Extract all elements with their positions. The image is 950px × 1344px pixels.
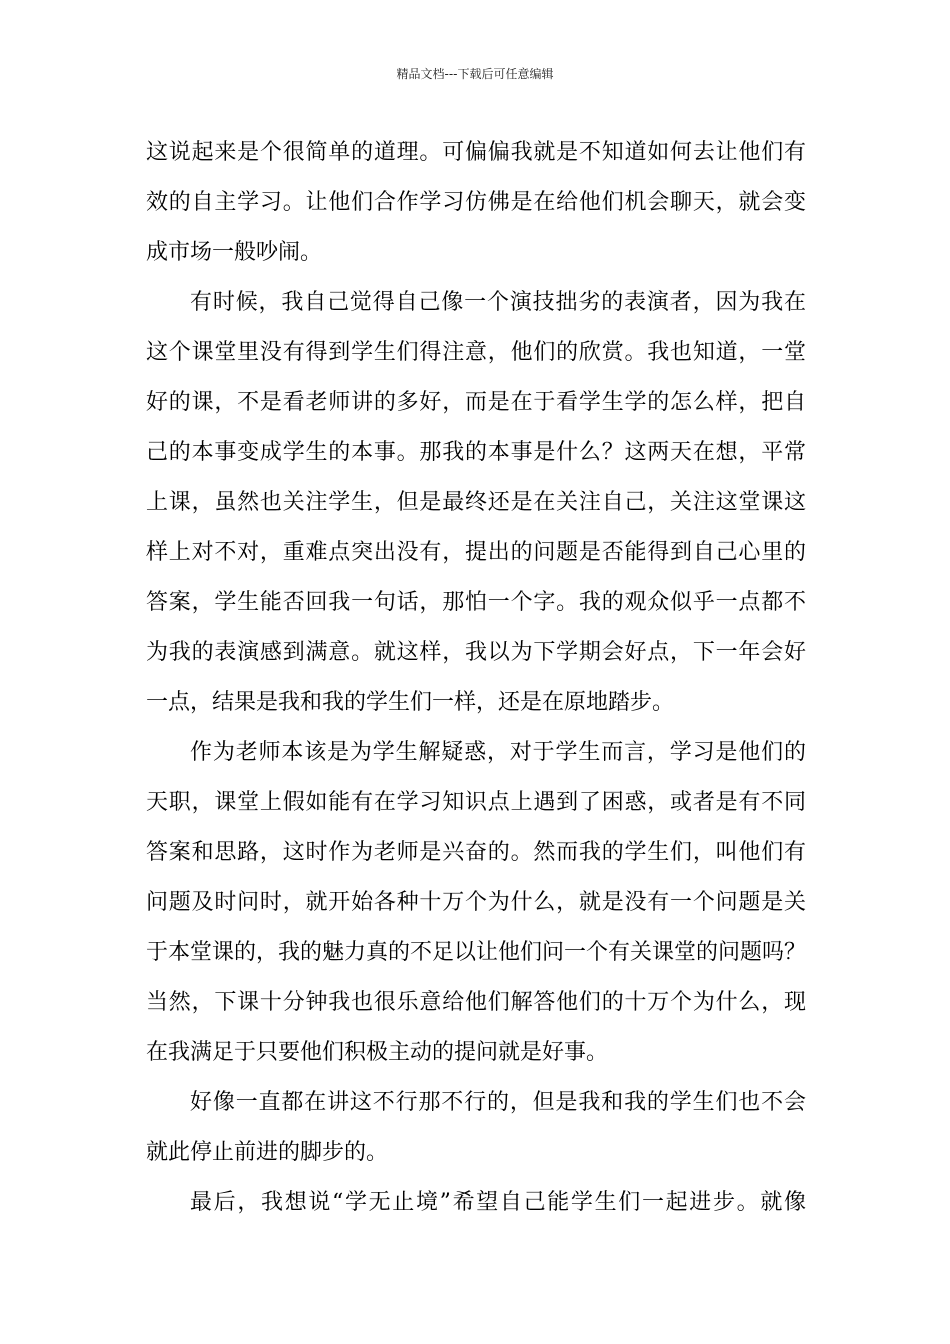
- text-line: 好像一直都在讲这不行那不行的，但是我和我的学生们也不会: [190, 1090, 806, 1115]
- text-line: 最后，我想说“学无止境”希望自己能学生们一起进步。就像: [190, 1190, 806, 1215]
- text-line: 有时候，我自己觉得自己像一个演技拙劣的表演者，因为我在: [190, 290, 806, 315]
- text-line: 问题及时问时，就开始各种十万个为什么，就是没有一个问题是关: [146, 890, 806, 915]
- document-body: [146, 128, 806, 1228]
- text-line: 己的本事变成学生的本事。那我的本事是什么？这两天在想，平常: [146, 440, 806, 465]
- text-line: 成市场一般吵闹。: [146, 240, 323, 265]
- text-line: 好的课，不是看老师讲的多好，而是在于看学生学的怎么样，把自: [146, 390, 806, 415]
- text-line: 上课，虽然也关注学生，但是最终还是在关注自己，关注这堂课这: [146, 490, 806, 515]
- text-line: 答案和思路，这时作为老师是兴奋的。然而我的学生们，叫他们有: [146, 840, 806, 865]
- text-line: 这个课堂里没有得到学生们得注意，他们的欣赏。我也知道，一堂: [146, 340, 806, 365]
- text-line: 于本堂课的，我的魅力真的不足以让他们问一个有关课堂的问题吗？: [146, 940, 807, 965]
- text-line: 一点，结果是我和我的学生们一样，还是在原地踏步。: [146, 690, 675, 715]
- text-line: 天职，课堂上假如能有在学习知识点上遇到了困惑，或者是有不同: [146, 790, 806, 815]
- text-line: 答案，学生能否回我一句话，那怕一个字。我的观众似乎一点都不: [146, 590, 806, 615]
- text-line: 这说起来是个很简单的道理。可偏偏我就是不知道如何去让他们有: [146, 140, 806, 165]
- text-line: 就此停止前进的脚步的。: [146, 1140, 389, 1165]
- text-line: 当然，下课十分钟我也很乐意给他们解答他们的十万个为什么，现: [146, 990, 806, 1015]
- text-line: 效的自主学习。让他们合作学习仿佛是在给他们机会聊天，就会变: [146, 190, 806, 215]
- page-header: 精品文档---下载后可任意编辑: [396, 67, 554, 81]
- text-line: 样上对不对，重难点突出没有，提出的问题是否能得到自己心里的: [146, 540, 806, 565]
- text-line: 在我满足于只要他们积极主动的提问就是好事。: [146, 1040, 609, 1065]
- text-line: 作为老师本该是为学生解疑惑，对于学生而言，学习是他们的: [190, 740, 806, 765]
- text-line: 为我的表演感到满意。就这样，我以为下学期会好点，下一年会好: [146, 640, 806, 665]
